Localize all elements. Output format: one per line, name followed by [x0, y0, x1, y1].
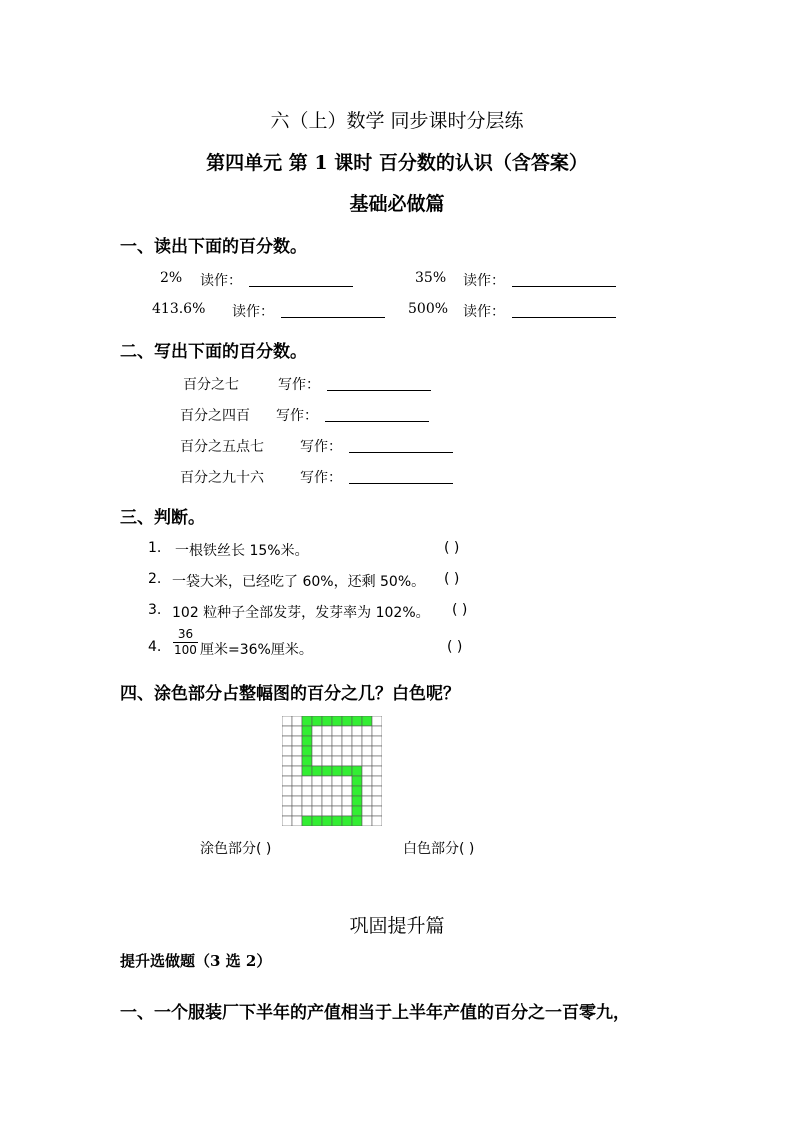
section2-heading: 二、写出下面的百分数。 — [120, 342, 307, 362]
answer-parentheses[interactable]: ( ) — [447, 639, 463, 655]
grid-cell — [282, 756, 292, 766]
grid-cell — [312, 726, 322, 736]
grid-cell — [372, 776, 382, 786]
answer-parentheses[interactable]: ( ) — [444, 571, 460, 587]
grid-cell — [292, 816, 302, 826]
shaded-grid-cell — [342, 766, 352, 776]
shaded-grid-cell — [342, 716, 352, 726]
shaded-grid-cell — [302, 726, 312, 736]
grid-cell — [332, 786, 342, 796]
grid-cell — [342, 736, 352, 746]
basic-section-title: 基础必做篇 — [349, 193, 445, 215]
grid-cell — [322, 796, 332, 806]
question-number: 2. — [148, 571, 162, 587]
grid-cell — [292, 756, 302, 766]
percent-value: 413.6% — [152, 301, 206, 317]
section4-heading: 四、涂色部分占整幅图的百分之几？白色呢？ — [120, 684, 460, 704]
read-label: 读作： — [463, 273, 505, 289]
grid-cell — [372, 816, 382, 826]
fraction-numerator: 36 — [173, 627, 198, 643]
page-title: 六（上）数学 同步课时分层练 — [270, 110, 524, 132]
grid-cell — [292, 776, 302, 786]
grid-cell — [372, 726, 382, 736]
write-label: 写作： — [300, 439, 342, 455]
percent-value: 35% — [415, 270, 447, 286]
grid-cell — [352, 726, 362, 736]
grid-cell — [312, 736, 322, 746]
grid-cell — [292, 806, 302, 816]
grid-cell — [332, 806, 342, 816]
grid-cell — [342, 776, 352, 786]
hundred-grid-figure — [282, 716, 382, 826]
grid-cell — [282, 776, 292, 786]
question-number: 1. — [148, 540, 162, 556]
grid-cell — [362, 776, 372, 786]
grid-cell — [282, 806, 292, 816]
grid-cell — [342, 806, 352, 816]
fraction — [173, 627, 198, 658]
grid-cell — [322, 806, 332, 816]
grid-cell — [372, 786, 382, 796]
grid-cell — [332, 736, 342, 746]
chinese-percent-text: 百分之九十六 — [180, 470, 264, 486]
grid-cell — [342, 796, 352, 806]
grid-cell — [322, 746, 332, 756]
grid-cell — [352, 756, 362, 766]
grid-cell — [342, 756, 352, 766]
grid-cell — [362, 736, 372, 746]
shaded-grid-cell — [312, 766, 322, 776]
answer-blank[interactable] — [512, 303, 616, 318]
answer-blank[interactable] — [349, 438, 453, 453]
grid-cell — [282, 786, 292, 796]
judgement-statement: 102 粒种子全部发芽，发芽率为 102%。 — [172, 605, 430, 621]
write-label: 写作： — [278, 377, 320, 393]
shaded-part-answer[interactable]: 涂色部分( ) — [200, 841, 272, 857]
percent-value: 2% — [160, 270, 183, 286]
percent-value: 500% — [408, 301, 449, 317]
grid-cell — [292, 736, 302, 746]
grid-cell — [292, 726, 302, 736]
grid-cell — [332, 796, 342, 806]
grid-cell — [362, 816, 372, 826]
grid-cell — [312, 756, 322, 766]
shaded-grid-cell — [302, 746, 312, 756]
section3-heading: 三、判断。 — [120, 508, 205, 528]
answer-blank[interactable] — [512, 272, 616, 287]
answer-parentheses[interactable]: ( ) — [444, 540, 460, 556]
grid-cell — [362, 806, 372, 816]
shaded-grid-cell — [322, 816, 332, 826]
grid-cell — [292, 786, 302, 796]
grid-cell — [372, 766, 382, 776]
grid-cell — [302, 806, 312, 816]
shaded-grid-cell — [352, 776, 362, 786]
grid-cell — [312, 776, 322, 786]
question-1-text: 一、一个服装厂下半年的产值相当于上半年产值的百分之一百零九， — [120, 1003, 630, 1023]
grid-cell — [332, 746, 342, 756]
optional-questions-note: 提升选做题（3 选 2） — [120, 952, 272, 970]
judgement-statement: 厘米=36%厘米。 — [200, 642, 313, 658]
grid-cell — [282, 816, 292, 826]
grid-cell — [362, 746, 372, 756]
grid-cell — [292, 716, 302, 726]
white-part-answer[interactable]: 白色部分( ) — [403, 841, 475, 857]
shaded-grid-cell — [322, 716, 332, 726]
grid-cell — [322, 736, 332, 746]
grid-cell — [322, 776, 332, 786]
grid-cell — [352, 736, 362, 746]
section1-heading: 一、读出下面的百分数。 — [120, 237, 307, 257]
write-label: 写作： — [276, 408, 318, 424]
grid-cell — [362, 726, 372, 736]
shaded-grid-cell — [302, 736, 312, 746]
grid-cell — [322, 786, 332, 796]
shaded-grid-cell — [332, 716, 342, 726]
answer-blank[interactable] — [281, 303, 385, 318]
grid-cell — [322, 756, 332, 766]
read-label: 读作： — [463, 304, 505, 320]
answer-blank[interactable] — [327, 376, 431, 391]
grid-cell — [282, 796, 292, 806]
read-label: 读作： — [232, 304, 274, 320]
grid-cell — [342, 786, 352, 796]
lesson-subtitle: 第四单元 第 1 课时 百分数的认识（含答案） — [206, 152, 588, 174]
answer-blank[interactable] — [249, 272, 353, 287]
grid-cell — [372, 756, 382, 766]
grid-cell — [332, 726, 342, 736]
advanced-section-title: 巩固提升篇 — [349, 915, 445, 937]
grid-cell — [372, 796, 382, 806]
write-label: 写作： — [300, 470, 342, 486]
grid-cell — [362, 756, 372, 766]
judgement-statement: 一根铁丝长 15%米。 — [175, 543, 309, 559]
grid-cell — [362, 766, 372, 776]
grid-cell — [282, 766, 292, 776]
shaded-grid-cell — [302, 716, 312, 726]
shaded-grid-cell — [342, 816, 352, 826]
answer-parentheses[interactable]: ( ) — [452, 602, 468, 618]
shaded-grid-cell — [312, 816, 322, 826]
grid-cell — [372, 746, 382, 756]
grid-cell — [292, 746, 302, 756]
question-number: 3. — [148, 602, 162, 618]
grid-cell — [352, 746, 362, 756]
grid-cell — [332, 776, 342, 786]
grid-cell — [372, 736, 382, 746]
grid-cell — [292, 766, 302, 776]
grid-cell — [362, 796, 372, 806]
grid-cell — [282, 746, 292, 756]
grid-cell — [282, 726, 292, 736]
shaded-grid-cell — [362, 716, 372, 726]
answer-blank[interactable] — [325, 407, 429, 422]
answer-blank[interactable] — [349, 469, 453, 484]
grid-cell — [362, 786, 372, 796]
grid-cell — [292, 796, 302, 806]
shaded-grid-cell — [302, 766, 312, 776]
judgement-statement: 一袋大米，已经吃了 60%，还剩 50%。 — [172, 574, 426, 590]
grid-cell — [312, 786, 322, 796]
chinese-percent-text: 百分之七 — [183, 377, 239, 393]
shaded-grid-cell — [352, 786, 362, 796]
shaded-grid-cell — [322, 766, 332, 776]
grid-cell — [372, 716, 382, 726]
chinese-percent-text: 百分之五点七 — [180, 439, 264, 455]
grid-cell — [322, 726, 332, 736]
shaded-grid-cell — [352, 816, 362, 826]
question-number: 4. — [148, 639, 162, 655]
shaded-grid-cell — [352, 796, 362, 806]
grid-cell — [312, 746, 322, 756]
grid-cell — [282, 716, 292, 726]
grid-cell — [332, 756, 342, 766]
shaded-grid-cell — [352, 806, 362, 816]
grid-cell — [342, 726, 352, 736]
grid-cell — [302, 786, 312, 796]
fraction-denominator: 100 — [174, 643, 197, 657]
shaded-grid-cell — [332, 816, 342, 826]
grid-cell — [312, 806, 322, 816]
grid-cell — [342, 746, 352, 756]
shaded-grid-cell — [312, 716, 322, 726]
shaded-grid-cell — [352, 716, 362, 726]
grid-cell — [302, 776, 312, 786]
shaded-grid-cell — [302, 816, 312, 826]
grid-cell — [312, 796, 322, 806]
grid-cell — [372, 806, 382, 816]
shaded-grid-cell — [302, 756, 312, 766]
shaded-grid-cell — [352, 766, 362, 776]
grid-cell — [302, 796, 312, 806]
grid-cell — [282, 736, 292, 746]
read-label: 读作： — [200, 273, 242, 289]
shaded-grid-cell — [332, 766, 342, 776]
chinese-percent-text: 百分之四百 — [180, 408, 250, 424]
